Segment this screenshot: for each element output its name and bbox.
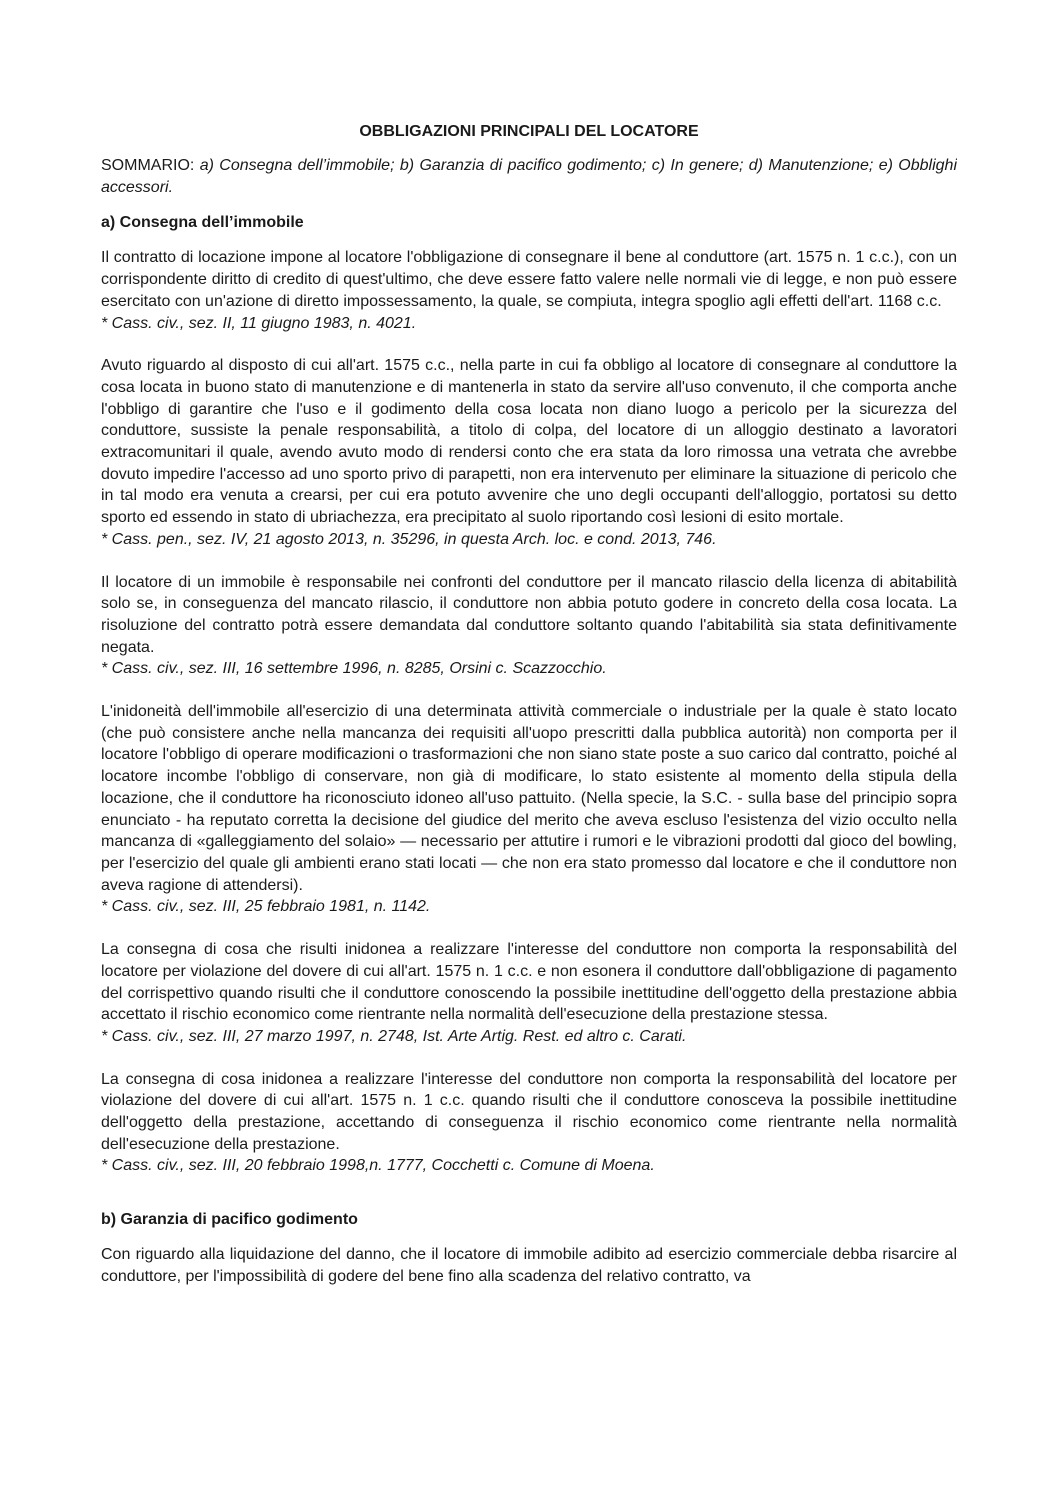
section-heading-garanzia: b) Garanzia di pacifico godimento (101, 1211, 358, 1229)
document-page (101, 122, 957, 1482)
entry-citation: * Cass. civ., sez. III, 27 marzo 1997, n. 2748, Ist. Arte Artig. Rest. ed altro c. Carati. (101, 1027, 687, 1045)
entry (101, 1069, 957, 1178)
entry-text: La consegna di cosa che risulti inidonea a realizzare l'interesse del conduttore non comporta la responsabilità del locatore per violazione del dovere di cui all'art. 1575 n. 1 c.c. e non esonera il conduttore dall'obbligazione di pagamento del corrispettivo quando risulti che il conduttore conoscendo la possibile inettitudine dell'oggetto della prestazione abbia accettato il rischio economico come rientrante nella normalità dell'esecuzione della prestazione stessa. (101, 941, 957, 1024)
entry-text: L'inidoneità dell'immobile all'esercizio di una determinata attività commerciale o industriale per la quale è stato locato (che può consistere anche nella mancanza dei requisiti all'uopo prescritti dalla pubblica autorità) non comporta per il locatore l'obbligo di operare modificazioni o trasformazioni che non siano state poste a suo carico dal contratto, poiché al locatore incombe l'obbligo di conservare, non già di modificare, lo stato esistente al momento della stipula della locazione, che il conduttore ha riconosciuto idoneo all'uso pattuito. (Nella specie, la S.C. - sulla base del principio sopra enunciato - ha reputato corretta la decisione del giudice del merito che aveva escluso l'esistenza del vizio occulto nella mancanza di «galleggiamento del solaio» — necessario per attutire i rumori e le vibrazioni prodotti dal gioco del bowling, per l'esercizio del quale gli ambienti erano stati locati — che non era stato promesso dal locatore e che il conduttore non aveva ragione di attendersi). (101, 703, 957, 894)
summary-label: SOMMARIO: (101, 157, 200, 174)
entry-citation: * Cass. civ., sez. III, 25 febbraio 1981, n. 1142. (101, 898, 431, 916)
entry-text: Con riguardo alla liquidazione del danno, che il locatore di immobile adibito ad esercizio commerciale debba risarcire al conduttore, per l'impossibilità di godere del bene fino alla scadenza del relativo contratto, va (101, 1246, 957, 1285)
entry (101, 355, 957, 550)
entry-citation: * Cass. civ., sez. III, 16 settembre 1996, n. 8285, Orsini c. Scazzocchio. (101, 660, 607, 678)
entry-citation: * Cass. pen., sez. IV, 21 agosto 2013, n. 35296, in questa Arch. loc. e cond. 2013, 746. (101, 530, 717, 548)
entry (101, 572, 957, 681)
entry-text: Il locatore di un immobile è responsabile nei confronti del conduttore per il mancato rilascio della licenza di abitabilità solo se, in conseguenza del mancato rilascio, il conduttore non abbia potuto godere in concreto della cosa locata. La risoluzione del contratto potrà essere demandata dal conduttore soltanto quando l'abitabilità sia stata definitivamente negata. (101, 573, 957, 656)
summary-items: a) Consegna dell’immobile; b) Garanzia di pacifico godimento; c) In genere; d) Manutenzione; e) Obblighi accessori. (101, 157, 957, 196)
entry-text: La consegna di cosa inidonea a realizzare l'interesse del conduttore non comporta la responsabilità del locatore per violazione del dovere di cui all'art. 1575 n. 1 c.c. quando risulti che il conduttore conosceva la possibile inettitudine dell'oggetto della prestazione, accettando di conseguenza il rischio economico come rientrante nella normalità dell'esecuzione della prestazione. (101, 1070, 957, 1153)
entry (101, 939, 957, 1048)
entry-citation: * Cass. civ., sez. III, 20 febbraio 1998,n. 1777, Cocchetti c. Comune di Moena. (101, 1157, 655, 1175)
entry (101, 701, 957, 918)
entry-text: Il contratto di locazione impone al locatore l'obbligazione di consegnare il bene al conduttore (art. 1575 n. 1 c.c.), con un corrispondente diritto di credito di quest'ultimo, che deve essere fatto valere nelle normali vie di legge, e non può essere esercitato con un'azione di diretto impossessamento, la quale, se compiuta, integra spoglio agli effetti dell'art. 1168 c.c. (101, 249, 957, 310)
summary (101, 155, 957, 198)
entry (101, 1244, 957, 1287)
entry-text: Avuto riguardo al disposto di cui all'art. 1575 c.c., nella parte in cui fa obbligo al locatore di consegnare al conduttore la cosa locata in buono stato di manutenzione e di mantenerla in stato da servire all'uso convenuto, il che comporta anche l'obbligo di garantire che l'uso e il godimento della cosa locata non diano luogo a pericolo per la sicurezza del conduttore, sussiste la penale responsabilità, a titolo di colpa, del locatore di un alloggio destinato a lavoratori extracomunitari il quale, avendo avuto modo di rendersi conto che era stata da loro rimossa una vetrata che avrebbe dovuto impedire l'accesso ad uno sporto privo di parapetti, non era intervenuto per eliminare la situazione di pericolo che in tal modo era venuta a crearsi, per cui era potuto avvenire che uno degli occupanti dell'alloggio, portatosi su detto sporto ed essendo in stato di ubriachezza, era precipitato al suolo riportando così lesioni di esito mortale. (101, 357, 957, 527)
entry (101, 247, 957, 334)
entry-citation: * Cass. civ., sez. II, 11 giugno 1983, n. 4021. (101, 314, 417, 332)
section-heading-consegna: a) Consegna dell’immobile (101, 214, 304, 232)
document-title: OBBLIGAZIONI PRINCIPALI DEL LOCATORE (359, 123, 699, 140)
